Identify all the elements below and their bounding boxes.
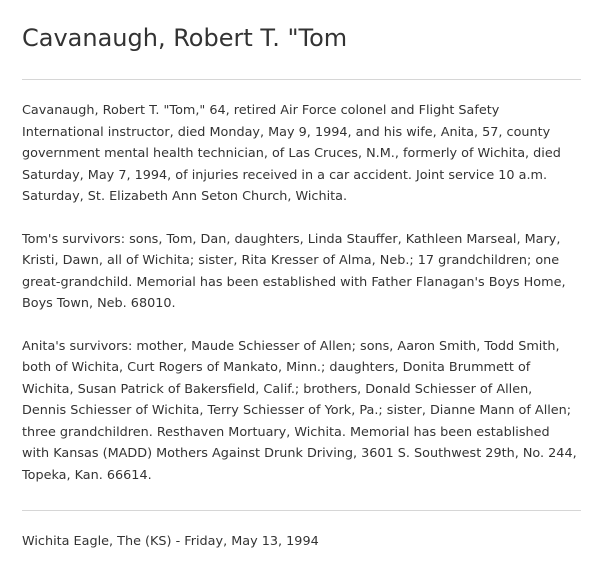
title-divider — [22, 79, 581, 80]
obituary-paragraph-anita-survivors: Anita's survivors: mother, Maude Schiesser of Allen; sons, Aaron Smith, Todd Smith, both of Wichita, Curt Rogers of Mankato, Minn.; daughters, Donita Brummett of Wichita, Susan Patrick of Bakersfield, Calif.; brothers, Donald Schiesser of Allen, Dennis Schiesser of Wichita, Terry Schiesser of York, Pa.; sister, Dianne Mann of Allen; three grandchildren. Resthaven Mortuary, Wichita. Memorial has been established with Kansas (MADD) Mothers Against Drunk Driving, 3601 S. Southwest 29th, No. 244, Topeka, Kan. 66614. — [22, 338, 577, 483]
page-title: Cavanaugh, Robert T. "Tom — [22, 24, 348, 52]
obituary-paragraph-tom-survivors: Tom's survivors: sons, Tom, Dan, daughters, Linda Stauffer, Kathleen Marseal, Mary, Kristi, Dawn, all of Wichita; sister, Rita Kresser of Alma, Neb.; 17 grandchildren; one great-grandchild. Memorial has been established with Father Flanagan's Boys Home, Boys Town, Neb. 68010. — [22, 231, 566, 311]
obituary-paragraph-death-notice: Cavanaugh, Robert T. "Tom," 64, retired Air Force colonel and Flight Safety International instructor, died Monday, May 9, 1994, and his wife, Anita, 57, county government mental health technician, of Las Cruces, N.M., formerly of Wichita, died Saturday, May 7, 1994, of injuries received in a car accident. Joint service 10 a.m. Saturday, St. Elizabeth Ann Seton Church, Wichita. — [22, 103, 561, 204]
obituary-body — [22, 100, 578, 507]
source-citation: Wichita Eagle, The (KS) - Friday, May 13, 1994 — [22, 534, 319, 549]
source-divider — [22, 510, 581, 511]
